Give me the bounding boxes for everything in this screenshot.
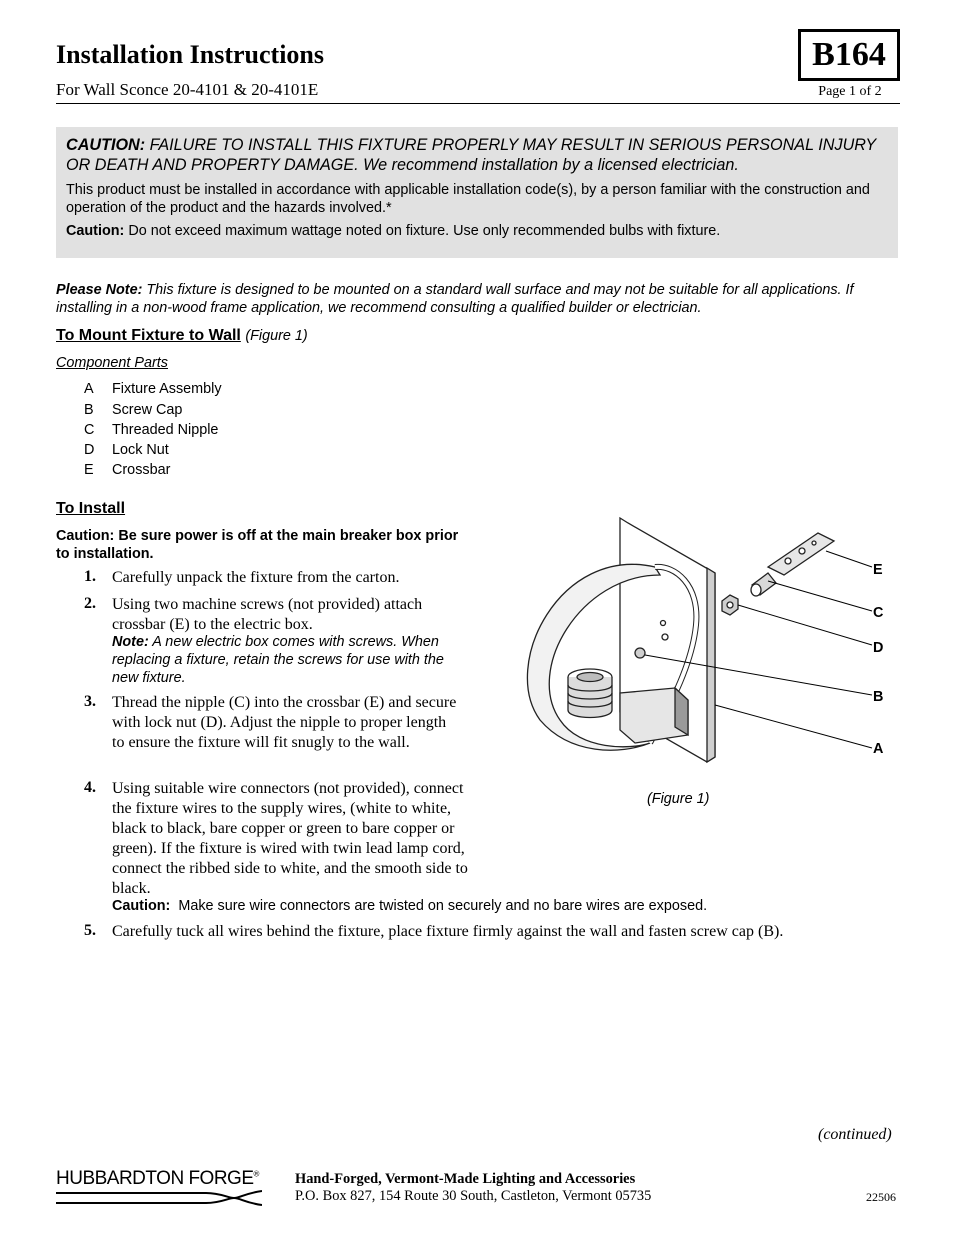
step-text: Using two machine screws (not provided) attach crossbar (E) to the electric box. bbox=[112, 596, 423, 633]
callout-b: B bbox=[873, 689, 884, 705]
page-number: Page 1 of 2 bbox=[818, 84, 882, 99]
mount-figure-ref: (Figure 1) bbox=[245, 328, 308, 344]
step-number: 4. bbox=[84, 779, 96, 796]
callout-e: E bbox=[873, 562, 883, 578]
step-note-text: A new electric box comes with screws. When replacing a fixture, retain the screws for use with the new fixture. bbox=[112, 634, 444, 686]
header-rule bbox=[56, 103, 900, 104]
caution-wattage-text: Do not exceed maximum wattage noted on fixture. Use only recommended bulbs with fixture. bbox=[128, 223, 721, 239]
step-number: 2. bbox=[84, 595, 96, 612]
part-name: Lock Nut bbox=[112, 442, 169, 458]
step-note-label: Note: bbox=[112, 634, 149, 650]
figure-caption: (Figure 1) bbox=[647, 791, 710, 807]
page-subtitle: For Wall Sconce 20-4101 & 20-4101E bbox=[56, 80, 319, 99]
part-letter: B bbox=[84, 402, 94, 418]
continued-label: (continued) bbox=[818, 1126, 892, 1143]
brand-logo bbox=[56, 1168, 259, 1190]
part-letter: D bbox=[84, 442, 95, 458]
caution-warning-text: FAILURE TO INSTALL THIS FIXTURE PROPERLY MAY RESULT IN SERIOUS PERSONAL INJURY OR DEATH AND PROPERTY DAMAGE. We recommend installation by a licensed electrician. bbox=[66, 136, 876, 174]
step-caution bbox=[112, 897, 812, 915]
caution-label: CAUTION: bbox=[66, 136, 146, 154]
step-text: Carefully tuck all wires behind the fixture, place fixture firmly against the wall and fasten screw cap (B). bbox=[112, 923, 784, 940]
footer-address: P.O. Box 827, 154 Route 30 South, Castleton, Vermont 05735 bbox=[295, 1188, 652, 1204]
part-item bbox=[84, 442, 169, 458]
part-letter: E bbox=[84, 462, 94, 478]
part-item bbox=[84, 422, 218, 438]
install-heading: To Install bbox=[56, 500, 126, 517]
document-code-box: B164 bbox=[798, 29, 900, 81]
mount-heading-text: To Mount Fixture to Wall bbox=[56, 327, 241, 344]
step-caution-label: Caution: bbox=[112, 898, 171, 914]
please-note-text: This fixture is designed to be mounted on a standard wall surface and may not be suitable for all applications. If installing in a non-wood frame application, we recommend consulting a qualified builder or electrician. bbox=[56, 282, 854, 316]
step-number: 3. bbox=[84, 693, 96, 710]
step-caution-text: Make sure wire connectors are twisted on securely and no bare wires are exposed. bbox=[178, 898, 708, 914]
callout-d: D bbox=[873, 640, 884, 656]
step-number: 5. bbox=[84, 922, 96, 939]
caution-code-compliance: This product must be installed in accordance with applicable installation code(s), by a person familiar with the construction and operation of the product and the hazards involved.* bbox=[66, 182, 870, 216]
callout-a: A bbox=[873, 741, 884, 757]
install-caution: Caution: Be sure power is off at the main breaker box prior to installation. bbox=[56, 528, 459, 562]
step-text: Using suitable wire connectors (not provided), connect the fixture wires to the supply wires, (white to white, black to black, bare copper or green to bare copper or green). If the fixture is wired with twin lead lamp cord, connect the ribbed side to white, and the smooth side to black. bbox=[112, 780, 468, 897]
part-item bbox=[84, 462, 170, 478]
please-note-label: Please Note: bbox=[56, 282, 143, 298]
step-text: Carefully unpack the fixture from the carton. bbox=[112, 569, 400, 586]
part-item bbox=[84, 381, 222, 397]
part-name: Fixture Assembly bbox=[112, 381, 222, 397]
part-letter: A bbox=[84, 381, 94, 397]
mount-heading bbox=[56, 327, 308, 345]
part-name: Crossbar bbox=[112, 462, 171, 478]
component-parts-heading: Component Parts bbox=[56, 355, 168, 371]
step-text: Thread the nipple (C) into the crossbar (E) and secure with lock nut (D). Adjust the nipple to proper length to ensure the fixture will fit snugly to the wall. bbox=[112, 694, 457, 751]
caution-warning bbox=[66, 135, 886, 175]
part-name: Screw Cap bbox=[112, 402, 183, 418]
callout-c: C bbox=[873, 605, 884, 621]
part-item bbox=[84, 402, 182, 418]
part-name: Threaded Nipple bbox=[112, 422, 219, 438]
step-note bbox=[112, 633, 448, 687]
footer-tagline: Hand-Forged, Vermont-Made Lighting and Accessories bbox=[295, 1171, 636, 1187]
please-note bbox=[56, 281, 898, 317]
part-letter: C bbox=[84, 422, 95, 438]
document-number: 22506 bbox=[866, 1190, 896, 1204]
tongs-logo-icon bbox=[56, 1189, 262, 1207]
page-title: Installation Instructions bbox=[56, 40, 324, 69]
wall-sconce-diagram bbox=[500, 505, 900, 785]
brand-name: HUBBARDTON FORGE bbox=[56, 1168, 254, 1189]
caution-wattage-label: Caution: bbox=[66, 223, 125, 239]
step-number: 1. bbox=[84, 568, 96, 585]
caution-wattage bbox=[66, 222, 886, 240]
brand-trademark: ® bbox=[253, 1169, 259, 1179]
crossbar bbox=[768, 533, 834, 575]
